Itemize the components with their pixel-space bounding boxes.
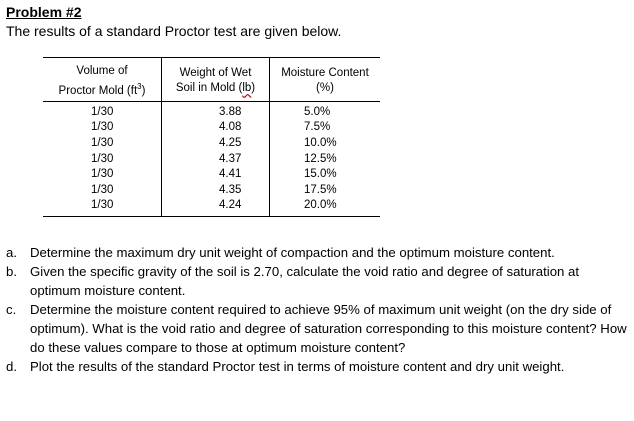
header-weight-unit: lb — [242, 82, 252, 95]
cell-volume: 1/30 — [43, 198, 162, 216]
question-list — [6, 243, 632, 376]
cell-volume: 1/30 — [91, 152, 114, 165]
table-header-row — [43, 58, 380, 102]
header-weight — [162, 58, 270, 102]
cell-weight: 4.25 — [162, 136, 270, 152]
cell-moisture: 17.5% — [304, 183, 337, 196]
cell-volume: 1/30 — [91, 168, 114, 181]
cell-weight: 4.37 — [162, 152, 270, 168]
cell-weight: 3.88 — [162, 101, 270, 120]
cell-moisture: 7.5% — [304, 121, 331, 134]
cell-volume: 1/30 — [91, 121, 114, 134]
header-weight-line2-pre: Soil in Mold ( — [175, 82, 243, 95]
cell-weight: 4.35 — [162, 183, 270, 199]
header-weight-line1: Weight of Wet — [179, 67, 252, 80]
table-row — [43, 152, 380, 168]
header-volume-line1: Volume of — [76, 65, 128, 77]
proctor-results-table — [43, 57, 380, 217]
table-row — [43, 136, 380, 152]
table-row — [43, 183, 380, 199]
cell-weight: 4.08 — [162, 120, 270, 136]
cell-moisture: 12.5% — [304, 152, 337, 165]
question-letter: a. — [6, 245, 17, 260]
header-moisture-line1: Moisture Content — [281, 67, 369, 80]
cell-moisture: 5.0% — [304, 105, 331, 118]
question-text: Determine the maximum dry unit weight of compaction and the optimum moisture content. — [30, 245, 555, 260]
header-volume-line2-post: ) — [141, 84, 146, 97]
cell-moisture: 20.0% — [270, 198, 381, 216]
question-item-d — [6, 357, 632, 376]
question-letter: d. — [6, 359, 17, 374]
question-text: Determine the moisture content required to achieve 95% of maximum unit weight (on the dry side of optimum). What is the void ratio and degree of saturation corresponding to this moisture content? How do these values compare to those at optimum moisture content? — [30, 302, 627, 355]
header-moisture-line2: (%) — [316, 82, 334, 95]
header-moisture — [270, 58, 381, 102]
cell-volume: 1/30 — [91, 137, 114, 150]
cell-volume: 1/30 — [91, 183, 114, 196]
cell-moisture: 10.0% — [304, 137, 337, 150]
question-item-c — [6, 300, 632, 357]
table-row — [43, 167, 380, 183]
header-volume-superscript: 3 — [137, 82, 142, 91]
header-volume — [43, 58, 162, 102]
problem-title: Problem #2 — [6, 4, 82, 20]
question-item-b — [6, 262, 632, 300]
cell-weight: 4.24 — [162, 198, 270, 216]
problem-intro: The results of a standard Proctor test are given below. — [6, 23, 342, 39]
header-weight-line2-post: ) — [251, 82, 256, 95]
header-volume-line2-pre: Proctor Mold (ft — [58, 84, 138, 97]
question-letter: b. — [6, 264, 17, 279]
cell-weight: 4.41 — [162, 167, 270, 183]
table-row — [43, 120, 380, 136]
question-letter: c. — [6, 302, 17, 317]
cell-volume: 1/30 — [91, 105, 114, 118]
cell-moisture: 15.0% — [304, 168, 337, 181]
question-text: Plot the results of the standard Proctor test in terms of moisture content and dry unit weight. — [30, 359, 565, 374]
question-text: Given the specific gravity of the soil is 2.70, calculate the void ratio and degree of saturation at optimum moisture content. — [30, 264, 580, 298]
table-row — [43, 198, 380, 216]
question-item-a — [6, 243, 632, 262]
table-row — [43, 101, 380, 120]
